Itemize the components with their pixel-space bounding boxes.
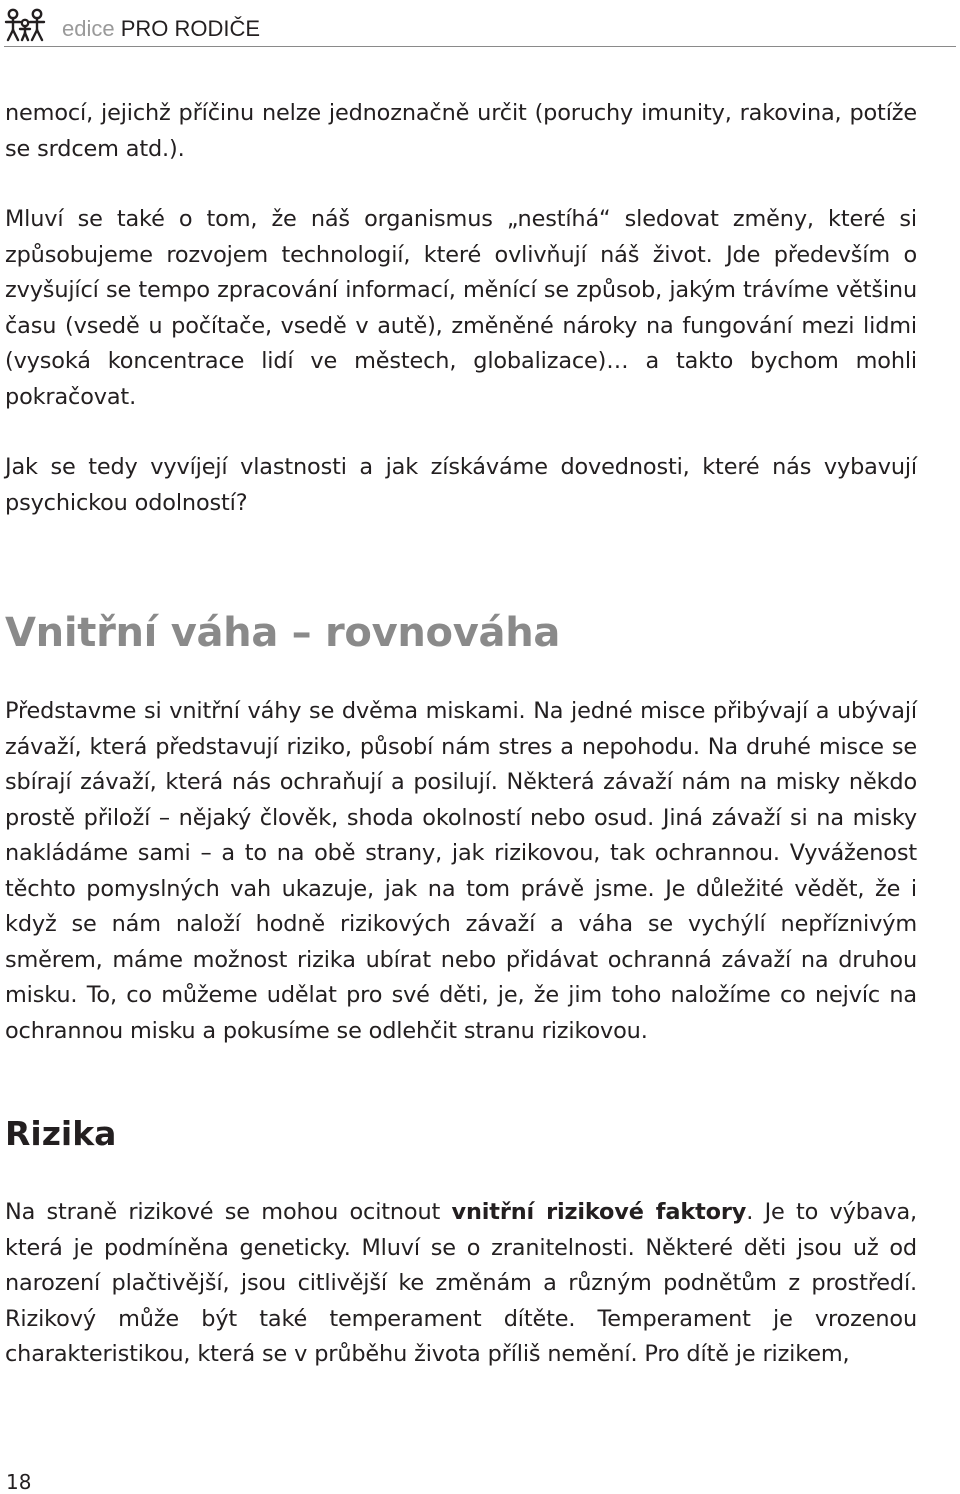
parents-children-logo-icon (4, 8, 48, 42)
paragraph: nemocí, jejichž příčinu nelze jednoznačně určit (poruchy imunity, rakovina, potíže se srdcem atd.). (5, 100, 917, 162)
page-content (5, 96, 917, 1373)
section-heading: Vnitřní váha – rovnováha (5, 610, 561, 656)
subsection-heading: Rizika (5, 1114, 117, 1153)
page-header (4, 8, 956, 47)
series-name: PRO RODIČE (120, 16, 261, 41)
paragraph: Mluví se také o tom, že náš organismus „nestíhá“ sledovat změny, které si způsobujeme rozvojem technologií, které ovlivňují náš život. Jde především o zvyšující se tempo zpracování informací, měnící se způsob, jakým trávíme většinu času (vsedě u počítače, vsedě v autě), změněné nároky na fungování mezi lidmi (vysoká koncentrace lidí ve městech, globalizace)… a takto bychom mohli pokračovat. (5, 206, 917, 410)
paragraph-text: . Je to výbava, která je podmíněna geneticky. Mluví se o zranitelnosti. Některé děti jsou už od narození plačtivější, jsou citlivější ke změnám a různým podnětům z prostředí. Rizikový může být také temperament dítěte. Temperament je vrozenou charakteristikou, která se v průběhu života příliš nemění. Pro dítě je rizikem, (5, 1199, 918, 1367)
book-series-title (62, 16, 260, 42)
paragraph-text: Na straně rizikové se mohou ocitnout (5, 1199, 452, 1225)
page-number: 18 (6, 1470, 32, 1494)
series-prefix: edice (62, 16, 115, 41)
paragraph (5, 1195, 917, 1373)
bold-term: vnitřní rizikové faktory (451, 1199, 747, 1225)
paragraph: Představme si vnitřní váhy se dvěma miskami. Na jedné misce přibývají a ubývají závaží, která představují riziko, působí nám stres a nepohodu. Na druhé misce se sbírají závaží, která nás ochraňují a posilují. Některá závaží nám na misky někdo prostě přiloží – nějaký člověk, shoda okolností nebo osud. Jiná závaží si na misky nakládáme sami – a to na obě strany, jak rizikovou, tak ochrannou. Vyváženost těchto pomyslných vah ukazuje, jak na tom právě jsme. Je důležité vědět, že i když se nám naloží hodně rizikových závaží a váha se vychýlí nepříznivým směrem, máme možnost rizika ubírat nebo přidávat ochranná závaží na druhou misku. To, co můžeme udělat pro své děti, je, že jim toho naložíme co nejvíc na ochrannou misku a pokusíme se odlehčit stranu rizikovou. (5, 698, 917, 1044)
paragraph: Jak se tedy vyvíjejí vlastnosti a jak získáváme dovednosti, které nás vybavují psychickou odolností? (5, 454, 917, 516)
